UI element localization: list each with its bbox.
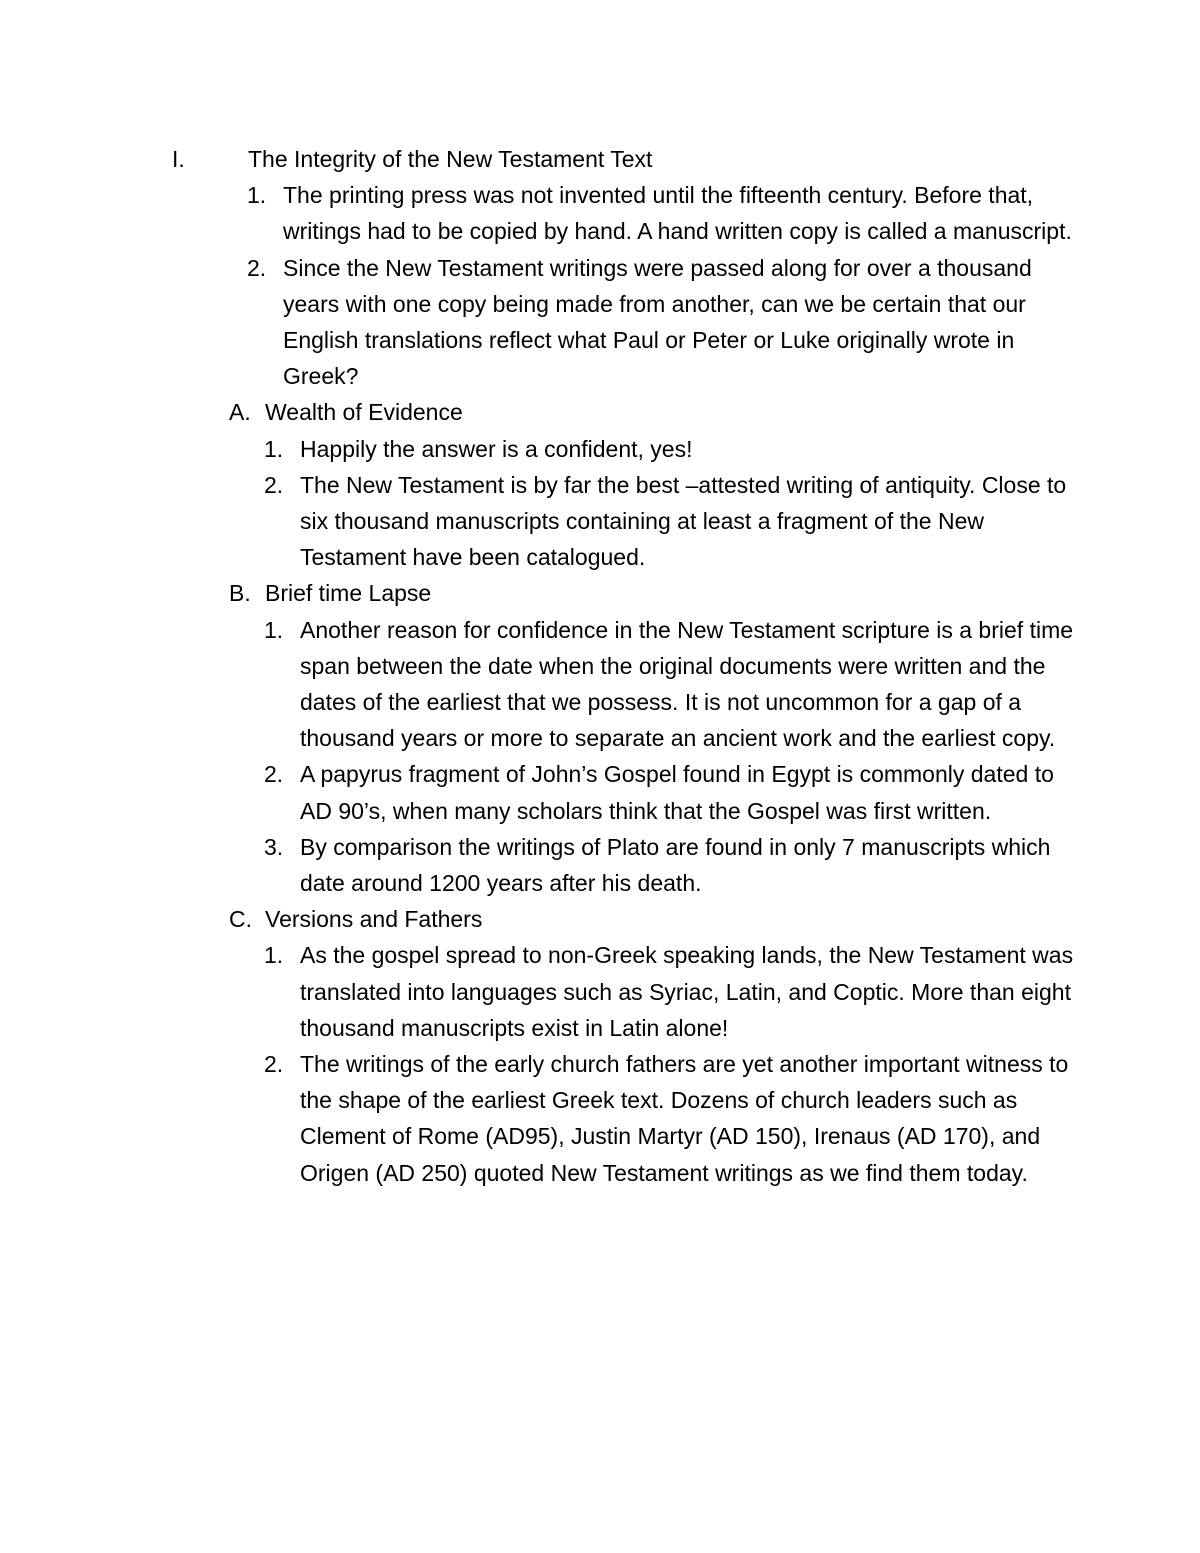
section-item xyxy=(0,829,1200,901)
item-text: The printing press was not invented until the fifteenth century. Before that, writings had to be copied by hand. A hand written copy is called a manuscript. xyxy=(283,182,1072,245)
section-item xyxy=(0,467,1200,576)
section-marker: B. xyxy=(229,580,251,607)
section-item xyxy=(0,937,1200,1046)
section-marker: A. xyxy=(229,399,251,426)
intro-item xyxy=(0,177,1200,249)
item-marker: 2. xyxy=(264,761,284,788)
item-marker: 1. xyxy=(264,435,284,462)
heading-marker: I. xyxy=(172,146,185,172)
item-text: The New Testament is by far the best –attested writing of antiquity. Close to six thousand manuscripts containing at least a fragment of the New Testament have been catalogued. xyxy=(300,471,1067,571)
section-item xyxy=(0,1046,1200,1191)
item-marker: 2. xyxy=(247,254,267,281)
section-heading-c xyxy=(0,901,1200,937)
section-item xyxy=(0,612,1200,757)
section-item xyxy=(0,431,1200,467)
outline-heading xyxy=(0,141,1200,177)
item-marker: 1. xyxy=(264,942,284,969)
item-text: Since the New Testament writings were passed along for over a thousand years with one copy being made from another, can we be certain that our English translations reflect what Paul or Peter or Luke originally wrote in Greek? xyxy=(283,254,1032,390)
item-text: The writings of the early church fathers are yet another important witness to the shape of the earliest Greek text. Dozens of church leaders such as Clement of Rome (AD95), Justin Martyr (AD 150), Irenaus (AD 170), and Origen (AD 250) quoted New Testament writings as we find them today. xyxy=(300,1051,1069,1186)
section-heading-a xyxy=(0,394,1200,430)
item-text: Another reason for confidence in the New Testament scripture is a brief time span between the date when the original documents were written and the dates of the earliest that we possess. It is not uncommon for a gap of a thousand years or more to separate an ancient work and the earliest copy. xyxy=(300,616,1074,752)
item-text: Happily the answer is a confident, yes! xyxy=(300,435,693,462)
section-item xyxy=(0,756,1200,828)
item-text: As the gospel spread to non-Greek speaking lands, the New Testament was translated into languages such as Syriac, Latin, and Coptic. More than eight thousand manuscripts exist in Latin alone! xyxy=(300,942,1074,1041)
heading-title: The Integrity of the New Testament Text xyxy=(248,146,653,172)
section-marker: C. xyxy=(229,906,252,933)
item-text: A papyrus fragment of John’s Gospel found in Egypt is commonly dated to AD 90’s, when many scholars think that the Gospel was first written. xyxy=(300,761,1054,824)
item-marker: 3. xyxy=(264,833,284,860)
section-title: Brief time Lapse xyxy=(265,580,432,607)
item-marker: 2. xyxy=(264,1051,284,1078)
item-text: By comparison the writings of Plato are found in only 7 manuscripts which date around 1200 years after his death. xyxy=(300,833,1051,897)
item-marker: 1. xyxy=(264,616,284,643)
section-title: Versions and Fathers xyxy=(265,906,483,933)
item-marker: 1. xyxy=(247,182,267,209)
section-title: Wealth of Evidence xyxy=(265,399,463,426)
outline xyxy=(0,141,1200,1191)
item-marker: 2. xyxy=(264,471,284,498)
section-heading-b xyxy=(0,575,1200,611)
intro-item xyxy=(0,250,1200,395)
